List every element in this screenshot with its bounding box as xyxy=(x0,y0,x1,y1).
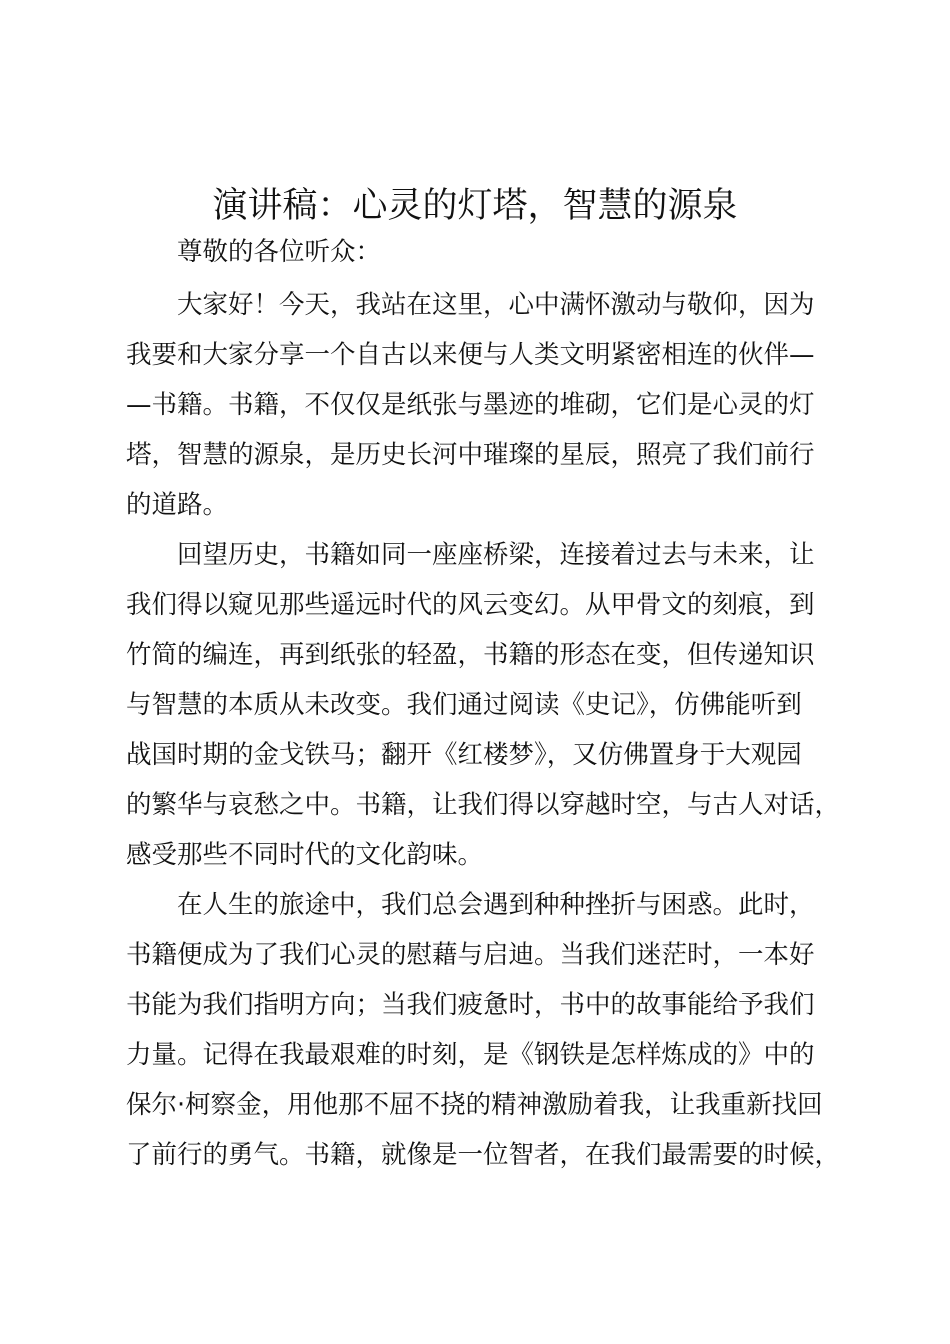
text-line: 力量。记得在我最艰难的时刻，是《钢铁是怎样炼成的》中的 xyxy=(126,1040,815,1070)
text-line: 我们得以窥见那些遥远时代的风云变幻。从甲骨文的刻痕，到 xyxy=(126,590,815,620)
text-line: 回望历史，书籍如同一座座桥梁，连接着过去与未来，让 xyxy=(126,540,815,570)
text-line: 战国时期的金戈铁马；翻开《红楼梦》，又仿佛置身于大观园 xyxy=(126,740,802,770)
text-line: 书能为我们指明方向；当我们疲惫时，书中的故事能给予我们 xyxy=(126,990,815,1020)
text-line: 保尔·柯察金，用他那不屈不挠的精神激励着我，让我重新找回 xyxy=(126,1090,823,1120)
text-line: 竹简的编连，再到纸张的轻盈，书籍的形态在变，但传递知识 xyxy=(126,640,815,670)
text-line: 大家好！今天，我站在这里，心中满怀激动与敬仰，因为 xyxy=(126,290,815,320)
text-line: 了前行的勇气。书籍，就像是一位智者，在我们最需要的时候， xyxy=(126,1140,841,1170)
text-line: 的道路。 xyxy=(126,490,229,520)
text-line: —书籍。书籍，不仅仅是纸张与墨迹的堆砌，它们是心灵的灯 xyxy=(126,390,815,420)
text-line: 感受那些不同时代的文化韵味。 xyxy=(126,840,484,870)
text-line: 与智慧的本质从未改变。我们通过阅读《史记》，仿佛能听到 xyxy=(126,690,802,720)
text-line: 在人生的旅途中，我们总会遇到种种挫折与困惑。此时， xyxy=(126,890,815,920)
text-line: 的繁华与哀愁之中。书籍，让我们得以穿越时空，与古人对话， xyxy=(126,790,841,820)
document-title: 演讲稿：心灵的灯塔，智慧的源泉 xyxy=(212,186,738,226)
text-line: 塔，智慧的源泉，是历史长河中璀璨的星辰，照亮了我们前行 xyxy=(126,440,815,470)
text-line: 书籍便成为了我们心灵的慰藉与启迪。当我们迷茫时，一本好 xyxy=(126,940,815,970)
text-line: 我要和大家分享一个自古以来便与人类文明紧密相连的伙伴— xyxy=(126,340,815,370)
text-line: 尊敬的各位听众： xyxy=(126,237,382,267)
